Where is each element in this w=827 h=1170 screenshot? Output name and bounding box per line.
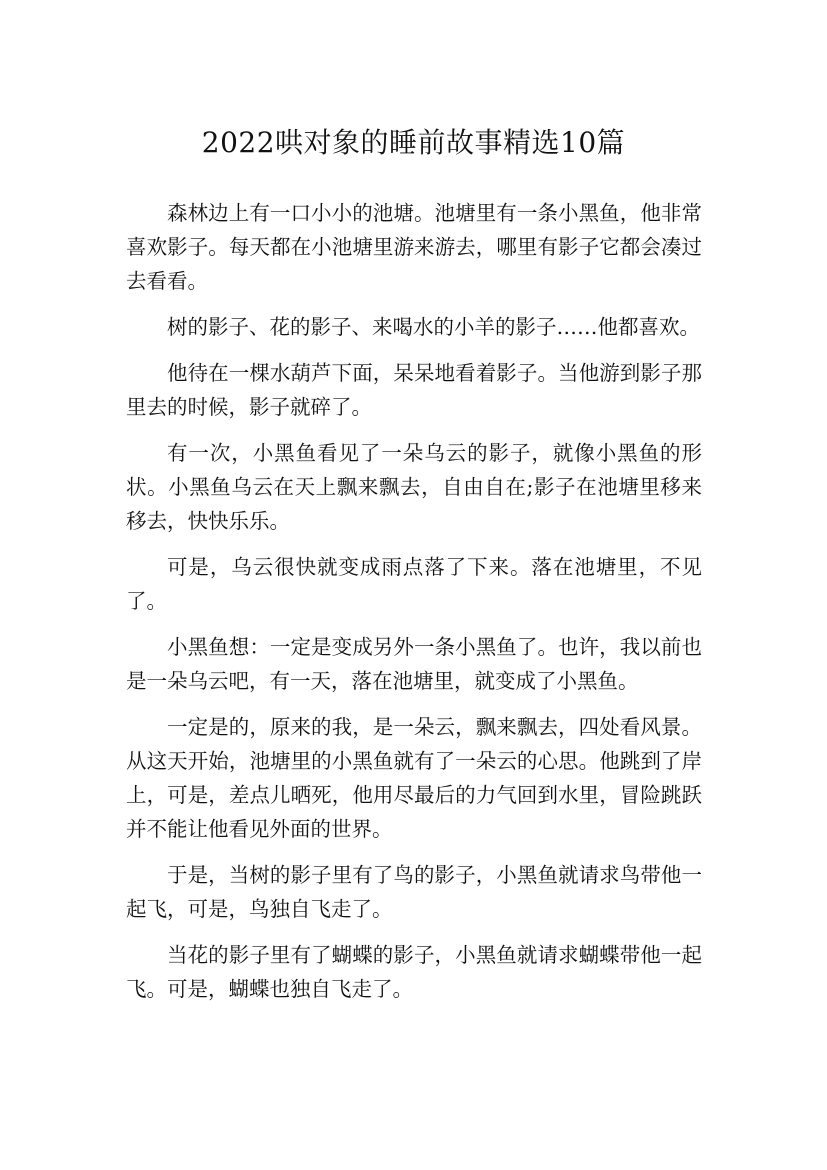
paragraph: 一定是的，原来的我，是一朵云，飘来飘去，四处看风景。从这天开始，池塘里的小黑鱼就有了一朵云的心思。他跳到了岸上，可是，差点儿晒死，他用尽最后的力气回到水里，冒险跳跃并不能让他看见外面的世界。 xyxy=(126,715,702,841)
paragraph: 当花的影子里有了蝴蝶的影子，小黑鱼就请求蝴蝶带他一起飞。可是，蝴蝶也独自飞走了。 xyxy=(126,943,702,1001)
paragraph: 树的影子、花的影子、来喝水的小羊的影子……他都喜欢。 xyxy=(167,315,700,339)
paragraph: 可是，乌云很快就变成雨点落了下来。落在池塘里，不见了。 xyxy=(126,555,702,613)
paragraph: 小黑鱼想：一定是变成另外一条小黑鱼了。也许，我以前也是一朵乌云吧，有一天，落在池塘里，就变成了小黑鱼。 xyxy=(126,635,702,693)
paragraph: 有一次，小黑鱼看见了一朵乌云的影子，就像小黑鱼的形状。小黑鱼乌云在天上飘来飘去，自由自在;影子在池塘里移来移去，快快乐乐。 xyxy=(126,441,702,533)
paragraph: 森林边上有一口小小的池塘。池塘里有一条小黑鱼，他非常喜欢影子。每天都在小池塘里游来游去，哪里有影子它都会凑过去看看。 xyxy=(126,201,702,293)
paragraph: 他待在一棵水葫芦下面，呆呆地看着影子。当他游到影子那里去的时候，影子就碎了。 xyxy=(126,361,702,419)
document-body xyxy=(126,196,702,1018)
document-title: 2022哄对象的睡前故事精选10篇 xyxy=(201,125,626,159)
paragraph: 于是，当树的影子里有了鸟的影子，小黑鱼就请求鸟带他一起飞，可是，鸟独自飞走了。 xyxy=(126,863,702,921)
